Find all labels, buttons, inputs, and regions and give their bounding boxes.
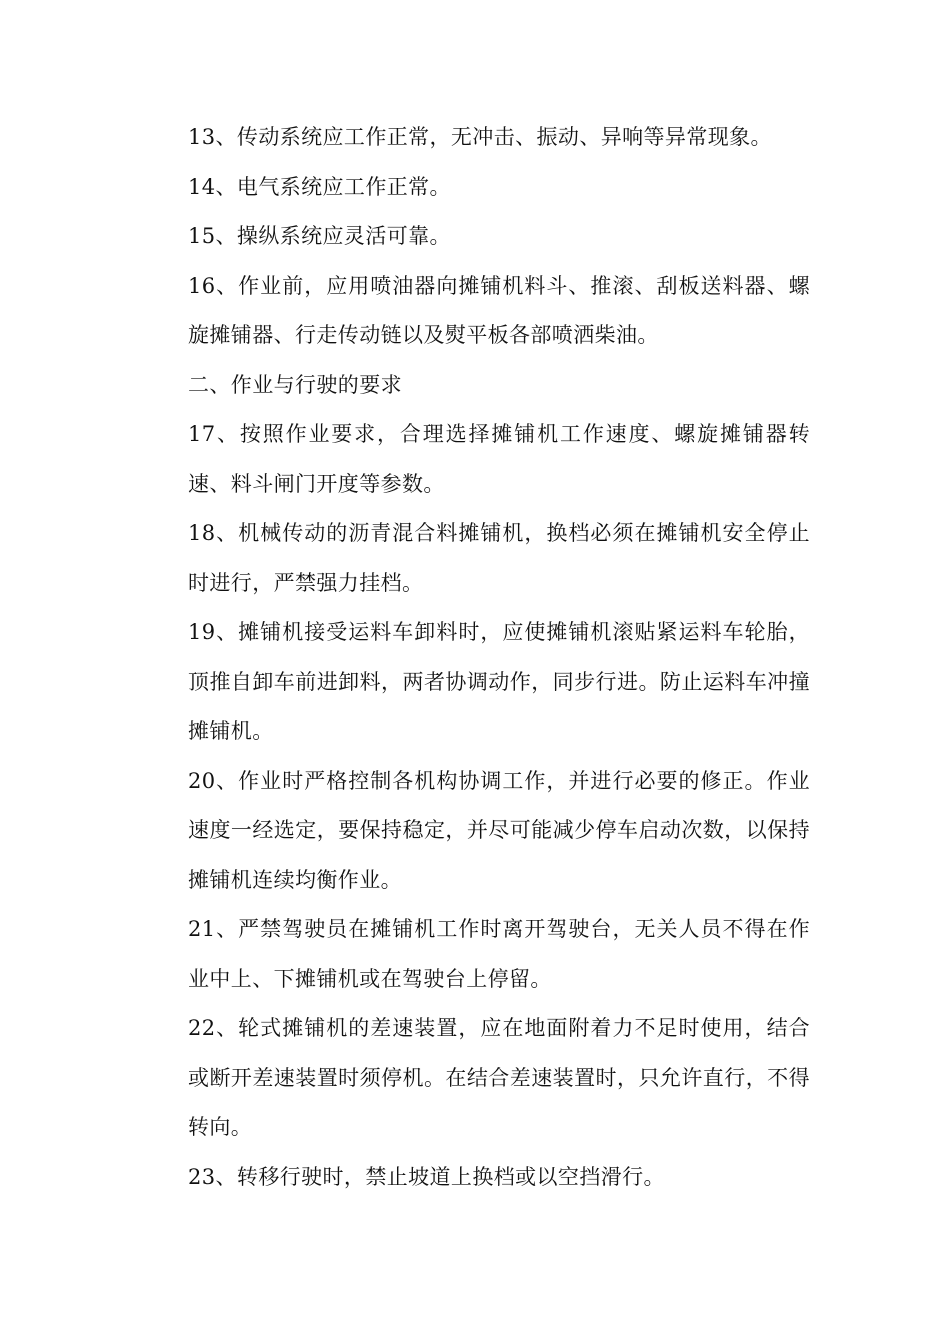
clause-13: 13、传动系统应工作正常，无冲击、振动、异响等异常现象。 [188, 125, 772, 149]
clause-19: 19、摊铺机接受运料车卸料时，应使摊铺机滚贴紧运料车轮胎，顶推自卸车前进卸料，两者协调动作，同步行进。防止运料车冲撞摊铺机。 [188, 620, 810, 743]
clause-22: 22、轮式摊铺机的差速装置，应在地面附着力不足时使用，结合或断开差速装置时须停机。在结合差速装置时，只允许直行，不得转向。 [188, 1016, 810, 1139]
clause-21: 21、严禁驾驶员在摊铺机工作时离开驾驶台，无关人员不得在作业中上、下摊铺机或在驾驶台上停留。 [188, 917, 810, 991]
document-body [188, 113, 810, 1202]
clause-23: 23、转移行驶时，禁止坡道上换档或以空挡滑行。 [188, 1164, 665, 1189]
clause-18: 18、机械传动的沥青混合料摊铺机，换档必须在摊铺机安全停止时进行，严禁强力挂档。 [188, 521, 810, 595]
clause-14: 14、电气系统应工作正常。 [188, 174, 451, 199]
clause-17: 17、按照作业要求，合理选择摊铺机工作速度、螺旋摊铺器转速、料斗闸门开度等参数。 [188, 422, 810, 496]
clause-20: 20、作业时严格控制各机构协调工作，并进行必要的修正。作业速度一经选定，要保持稳定，并尽可能减少停车启动次数，以保持摊铺机连续均衡作业。 [188, 768, 810, 892]
section-heading: 二、作业与行驶的要求 [188, 372, 402, 397]
clause-16: 16、作业前，应用喷油器向摊铺机料斗、推滚、刮板送料器、螺旋摊铺器、行走传动链以及熨平板各部喷洒柴油。 [188, 273, 810, 347]
clause-15: 15、操纵系统应灵活可靠。 [188, 224, 451, 248]
